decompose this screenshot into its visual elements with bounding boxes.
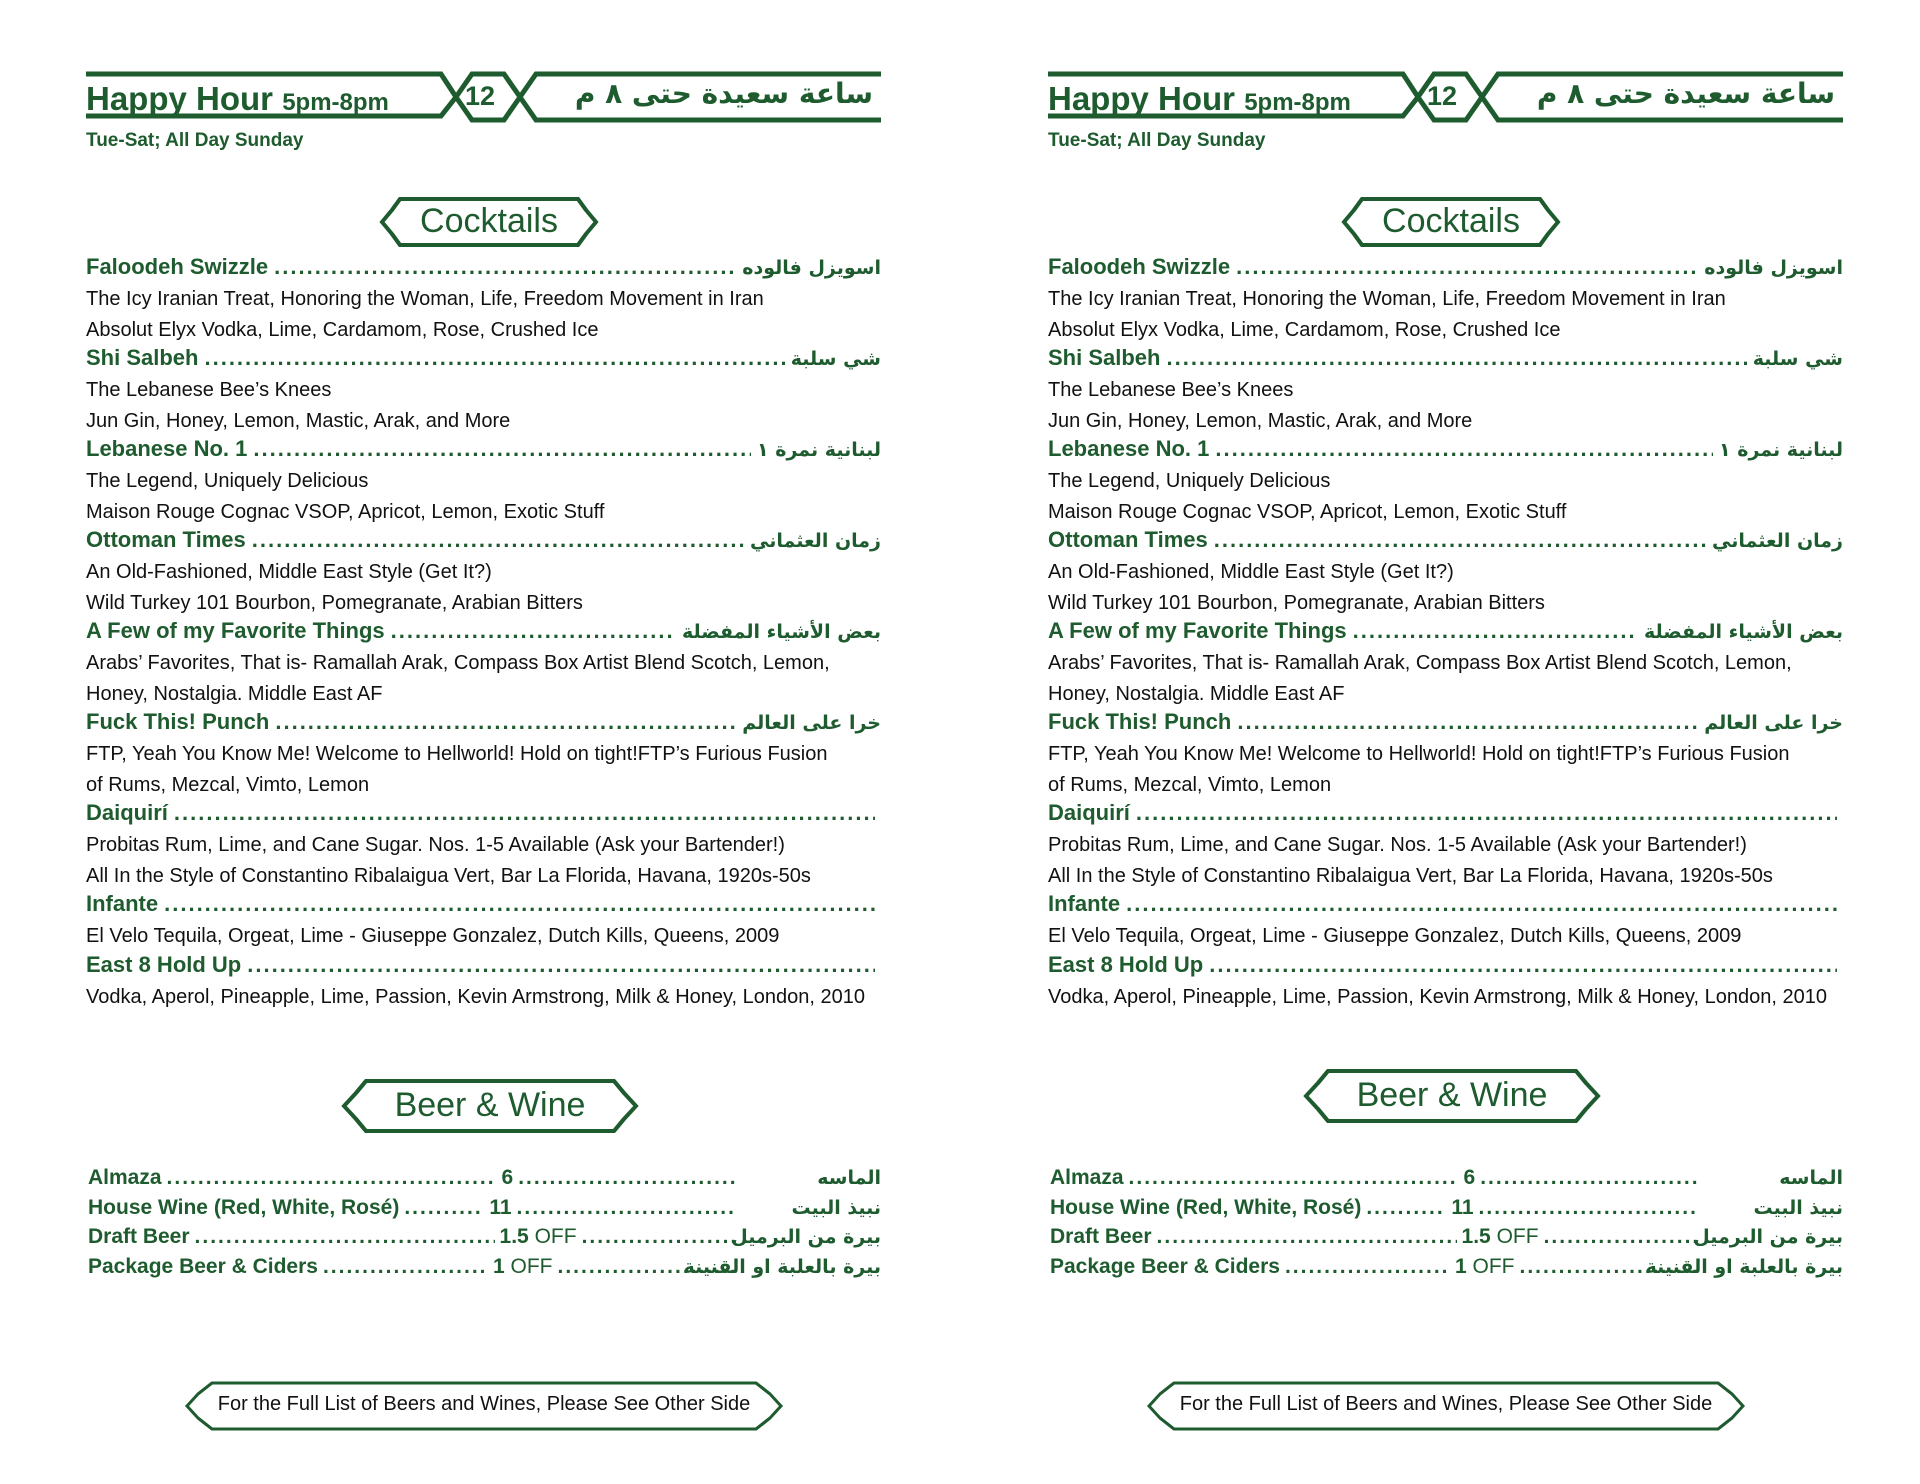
cocktail-description: Vodka, Aperol, Pineapple, Lime, Passion, Kevin Armstrong, Milk & Honey, London, 2010	[86, 985, 865, 1008]
cocktails-banner	[1340, 196, 1562, 248]
happy-hour-title	[1048, 80, 1351, 118]
cocktail-description: The Lebanese Bee’s Knees	[86, 379, 332, 401]
cocktail-description: The Legend, Uniquely Delicious	[1048, 470, 1331, 492]
cocktail-description: All In the Style of Constantino Ribalaigua Vert, Bar La Florida, Havana, 1920s-50s	[86, 864, 811, 887]
price-off-label: OFF	[1490, 1225, 1539, 1248]
dot-leader	[1126, 891, 1837, 917]
price-off-label: OFF	[504, 1254, 553, 1278]
price-value: 1.5	[1461, 1225, 1491, 1248]
beer-wine-heading: Beer & Wine	[394, 1086, 586, 1124]
cocktail-arabic-name: زمان العثماني	[749, 530, 881, 552]
cocktail-name: East 8 Hold Up	[1048, 951, 1204, 977]
dot-leader	[1157, 1225, 1457, 1249]
header-arabic: ساعة سعيدة حتى ٨ م	[574, 77, 873, 110]
price-off-label: OFF	[1466, 1254, 1515, 1278]
dot-leader	[274, 254, 736, 280]
beer-wine-heading: Beer & Wine	[1356, 1076, 1548, 1114]
dot-leader	[517, 1196, 736, 1220]
dot-leader	[195, 1225, 495, 1249]
cocktail-description: of Rums, Mezcal, Vimto, Lemon	[1048, 773, 1332, 796]
dot-leader	[1209, 952, 1837, 978]
cocktail-item	[1048, 436, 1843, 466]
cocktail-description: An Old-Fashioned, Middle East Style (Get It?)	[86, 561, 492, 583]
time-text: 5pm-8pm	[282, 89, 389, 116]
cocktail-item	[86, 345, 881, 375]
cocktail-name: Fuck This! Punch	[1048, 709, 1232, 734]
beer-wine-arabic-name: بيرة من البرميل	[731, 1226, 881, 1248]
cocktail-description: An Old-Fashioned, Middle East Style (Get It?)	[1048, 561, 1454, 583]
cocktail-name: Faloodeh Swizzle	[1048, 254, 1231, 279]
cocktails-banner	[378, 196, 600, 248]
dot-leader	[1136, 800, 1837, 826]
beer-wine-item	[1050, 1166, 1843, 1196]
dot-leader	[1215, 436, 1713, 462]
beer-wine-item	[88, 1225, 881, 1255]
happy-hour-header	[86, 68, 881, 126]
price-value: 11	[489, 1195, 512, 1219]
beer-wine-name: Package Beer & Ciders	[88, 1254, 318, 1278]
cocktail-name: Infante	[1048, 891, 1121, 916]
beer-wine-item	[1050, 1196, 1843, 1226]
price-off-label: OFF	[528, 1225, 577, 1248]
menu-page-right	[1048, 0, 1848, 1484]
price-value: 6	[501, 1166, 514, 1189]
cocktail-description: FTP, Yeah You Know Me! Welcome to Hellworld! Hold on tight!FTP’s Furious Fusion	[86, 743, 828, 765]
cocktail-arabic-name: اسويزل فالوده	[1704, 257, 1843, 279]
cocktail-item	[86, 527, 881, 557]
cocktail-name: Daiquirí	[86, 800, 168, 825]
footer-note	[1146, 1380, 1746, 1432]
cocktail-description: The Icy Iranian Treat, Honoring the Woman, Life, Freedom Movement in Iran	[1048, 288, 1726, 310]
price-value: 1	[492, 1254, 505, 1278]
beer-wine-list	[1050, 1166, 1843, 1284]
beer-wine-arabic-name: نبيذ البيت	[1753, 1196, 1843, 1219]
dot-leader	[1214, 527, 1706, 553]
price-value: 1.5	[499, 1225, 529, 1248]
beer-wine-name: Package Beer & Ciders	[1050, 1254, 1280, 1278]
cocktail-name: Infante	[86, 891, 159, 916]
dot-leader	[1353, 618, 1638, 644]
cocktail-item	[1048, 618, 1843, 648]
cocktail-item	[86, 254, 881, 284]
cocktail-list	[86, 254, 881, 1012]
cocktail-list	[1048, 254, 1843, 1012]
cocktail-name: A Few of my Favorite Things	[1048, 618, 1347, 643]
dot-leader	[164, 891, 875, 917]
beer-wine-arabic-name: نبيذ البيت	[791, 1196, 881, 1219]
beer-wine-name: Almaza	[1050, 1166, 1124, 1189]
dot-leader	[247, 952, 875, 978]
dot-leader	[1129, 1166, 1459, 1190]
cocktail-item	[86, 709, 881, 739]
cocktail-description: All In the Style of Constantino Ribalaigua Vert, Bar La Florida, Havana, 1920s-50s	[1048, 864, 1773, 887]
beer-wine-price	[500, 1225, 577, 1249]
cocktail-name: Faloodeh Swizzle	[86, 254, 269, 279]
cocktail-item	[86, 952, 881, 982]
cocktail-name: Lebanese No. 1	[1048, 436, 1210, 461]
cocktail-item	[86, 800, 881, 830]
cocktail-description: Absolut Elyx Vodka, Lime, Cardamom, Rose, Crushed Ice	[86, 318, 599, 341]
cocktail-description: The Icy Iranian Treat, Honoring the Woman, Life, Freedom Movement in Iran	[86, 288, 764, 310]
cocktail-description: Jun Gin, Honey, Lemon, Mastic, Arak, and More	[1048, 409, 1473, 432]
dot-leader	[582, 1225, 736, 1249]
title-text: Happy Hour	[86, 80, 274, 117]
dot-leader	[404, 1196, 484, 1220]
cocktail-description: El Velo Tequila, Orgeat, Lime - Giuseppe Gonzalez, Dutch Kills, Queens, 2009	[86, 925, 780, 947]
cocktail-description: FTP, Yeah You Know Me! Welcome to Hellworld! Hold on tight!FTP’s Furious Fusion	[1048, 743, 1790, 765]
beer-wine-item	[1050, 1255, 1843, 1285]
cocktail-item	[1048, 254, 1843, 284]
cocktail-description: Arabs’ Favorites, That is- Ramallah Arak, Compass Box Artist Blend Scotch, Lemon,	[86, 652, 830, 674]
cocktail-item	[1048, 952, 1843, 982]
cocktail-name: Shi Salbeh	[86, 345, 199, 370]
dot-leader	[252, 527, 744, 553]
cocktail-item	[86, 618, 881, 648]
dot-leader	[1166, 345, 1746, 371]
cocktail-name: Daiquirí	[1048, 800, 1130, 825]
cocktail-name: Fuck This! Punch	[86, 709, 270, 734]
happy-hour-days: Tue-Sat; All Day Sunday	[1048, 130, 1266, 151]
header-number: 12	[1426, 81, 1458, 111]
dot-leader	[1479, 1196, 1698, 1220]
beer-wine-item	[88, 1166, 881, 1196]
cocktail-description: Maison Rouge Cognac VSOP, Apricot, Lemon, Exotic Stuff	[1048, 500, 1567, 523]
cocktail-description: Wild Turkey 101 Bourbon, Pomegranate, Arabian Bitters	[86, 591, 583, 614]
beer-wine-price	[1455, 1255, 1515, 1279]
beer-wine-item	[88, 1255, 881, 1285]
cocktail-name: Shi Salbeh	[1048, 345, 1161, 370]
menu-page-left	[86, 0, 886, 1484]
cocktail-description: Arabs’ Favorites, That is- Ramallah Arak, Compass Box Artist Blend Scotch, Lemon,	[1048, 652, 1792, 674]
dot-leader	[323, 1255, 488, 1279]
cocktail-item	[1048, 800, 1843, 830]
cocktail-name: Ottoman Times	[1048, 527, 1208, 552]
cocktail-description: Probitas Rum, Lime, and Cane Sugar. Nos. 1-5 Available (Ask your Bartender!)	[1048, 834, 1747, 856]
cocktail-description: Maison Rouge Cognac VSOP, Apricot, Lemon, Exotic Stuff	[86, 500, 605, 523]
cocktail-arabic-name: خرا على العالم	[1704, 712, 1843, 734]
dot-leader	[1285, 1255, 1450, 1279]
dot-leader	[1544, 1225, 1698, 1249]
time-text: 5pm-8pm	[1244, 89, 1351, 116]
dot-leader	[174, 800, 875, 826]
happy-hour-header	[1048, 68, 1843, 126]
beer-wine-arabic-name: بيرة بالعلبة او القنينة	[683, 1255, 881, 1278]
dot-leader	[518, 1166, 736, 1190]
dot-leader	[1236, 254, 1698, 280]
cocktails-heading: Cocktails	[1382, 202, 1520, 240]
beer-wine-arabic-name: الماسه	[817, 1167, 881, 1189]
beer-wine-price	[502, 1166, 514, 1190]
beer-wine-price	[489, 1196, 511, 1220]
cocktail-description: Probitas Rum, Lime, and Cane Sugar. Nos. 1-5 Available (Ask your Bartender!)	[86, 834, 785, 856]
cocktail-description: Absolut Elyx Vodka, Lime, Cardamom, Rose, Crushed Ice	[1048, 318, 1561, 341]
cocktail-name: East 8 Hold Up	[86, 951, 242, 977]
beer-wine-name: House Wine (Red, White, Rosé)	[88, 1195, 400, 1219]
cocktail-description: Honey, Nostalgia. Middle East AF	[86, 682, 383, 705]
cocktail-arabic-name: بعض الأشياء المفضلة	[1643, 621, 1843, 643]
cocktail-description: The Legend, Uniquely Delicious	[86, 470, 369, 492]
beer-wine-item	[88, 1196, 881, 1226]
beer-wine-list	[88, 1166, 881, 1284]
footer-note	[184, 1380, 784, 1432]
happy-hour-days: Tue-Sat; All Day Sunday	[86, 130, 304, 151]
beer-wine-item	[1050, 1225, 1843, 1255]
dot-leader	[204, 345, 784, 371]
cocktail-description: Jun Gin, Honey, Lemon, Mastic, Arak, and More	[86, 409, 511, 432]
dot-leader	[253, 436, 751, 462]
beer-wine-price	[1464, 1166, 1476, 1190]
cocktail-item	[1048, 891, 1843, 921]
cocktail-description: Vodka, Aperol, Pineapple, Lime, Passion, Kevin Armstrong, Milk & Honey, London, 2010	[1048, 985, 1827, 1008]
dot-leader	[167, 1166, 497, 1190]
cocktail-arabic-name: لبنانية نمرة ١	[757, 439, 881, 461]
cocktail-arabic-name: اسويزل فالوده	[742, 257, 881, 279]
dot-leader	[1366, 1196, 1446, 1220]
title-text: Happy Hour	[1048, 80, 1236, 117]
cocktail-name: Ottoman Times	[86, 527, 246, 552]
beer-wine-banner	[1302, 1068, 1602, 1120]
cocktail-name: Lebanese No. 1	[86, 436, 248, 461]
footer-text: For the Full List of Beers and Wines, Please See Other Side	[217, 1393, 751, 1415]
beer-wine-banner	[340, 1078, 640, 1130]
footer-text: For the Full List of Beers and Wines, Please See Other Side	[1179, 1393, 1713, 1415]
cocktail-description: Honey, Nostalgia. Middle East AF	[1048, 682, 1345, 705]
cocktail-description: El Velo Tequila, Orgeat, Lime - Giuseppe Gonzalez, Dutch Kills, Queens, 2009	[1048, 925, 1742, 947]
cocktails-heading: Cocktails	[420, 202, 558, 240]
header-number: 12	[464, 81, 496, 111]
cocktail-item	[86, 436, 881, 466]
cocktail-item	[1048, 709, 1843, 739]
beer-wine-name: House Wine (Red, White, Rosé)	[1050, 1195, 1362, 1219]
cocktail-arabic-name: خرا على العالم	[742, 712, 881, 734]
beer-wine-name: Almaza	[88, 1166, 162, 1189]
cocktail-item	[1048, 527, 1843, 557]
beer-wine-arabic-name: بيرة بالعلبة او القنينة	[1645, 1255, 1843, 1278]
beer-wine-name: Draft Beer	[1050, 1225, 1152, 1248]
beer-wine-price	[493, 1255, 553, 1279]
dot-leader	[1237, 709, 1698, 735]
dot-leader	[1480, 1166, 1698, 1190]
beer-wine-arabic-name: بيرة من البرميل	[1693, 1226, 1843, 1248]
price-value: 1	[1454, 1254, 1467, 1278]
header-arabic: ساعة سعيدة حتى ٨ م	[1536, 77, 1835, 110]
cocktail-description: Wild Turkey 101 Bourbon, Pomegranate, Arabian Bitters	[1048, 591, 1545, 614]
cocktail-arabic-name: شي سلبة	[1752, 348, 1843, 370]
cocktail-name: A Few of my Favorite Things	[86, 618, 385, 643]
price-value: 6	[1463, 1166, 1476, 1189]
cocktail-description: of Rums, Mezcal, Vimto, Lemon	[86, 773, 370, 796]
cocktail-item	[1048, 345, 1843, 375]
cocktail-description: The Lebanese Bee’s Knees	[1048, 379, 1294, 401]
cocktail-arabic-name: زمان العثماني	[1711, 530, 1843, 552]
beer-wine-price	[1462, 1225, 1539, 1249]
dot-leader	[275, 709, 736, 735]
cocktail-arabic-name: بعض الأشياء المفضلة	[681, 621, 881, 643]
beer-wine-arabic-name: الماسه	[1779, 1167, 1843, 1189]
beer-wine-name: Draft Beer	[88, 1225, 190, 1248]
cocktail-arabic-name: لبنانية نمرة ١	[1719, 439, 1843, 461]
dot-leader	[391, 618, 676, 644]
cocktail-arabic-name: شي سلبة	[790, 348, 881, 370]
cocktail-item	[86, 891, 881, 921]
beer-wine-price	[1451, 1196, 1473, 1220]
happy-hour-title	[86, 80, 389, 118]
price-value: 11	[1451, 1195, 1474, 1219]
